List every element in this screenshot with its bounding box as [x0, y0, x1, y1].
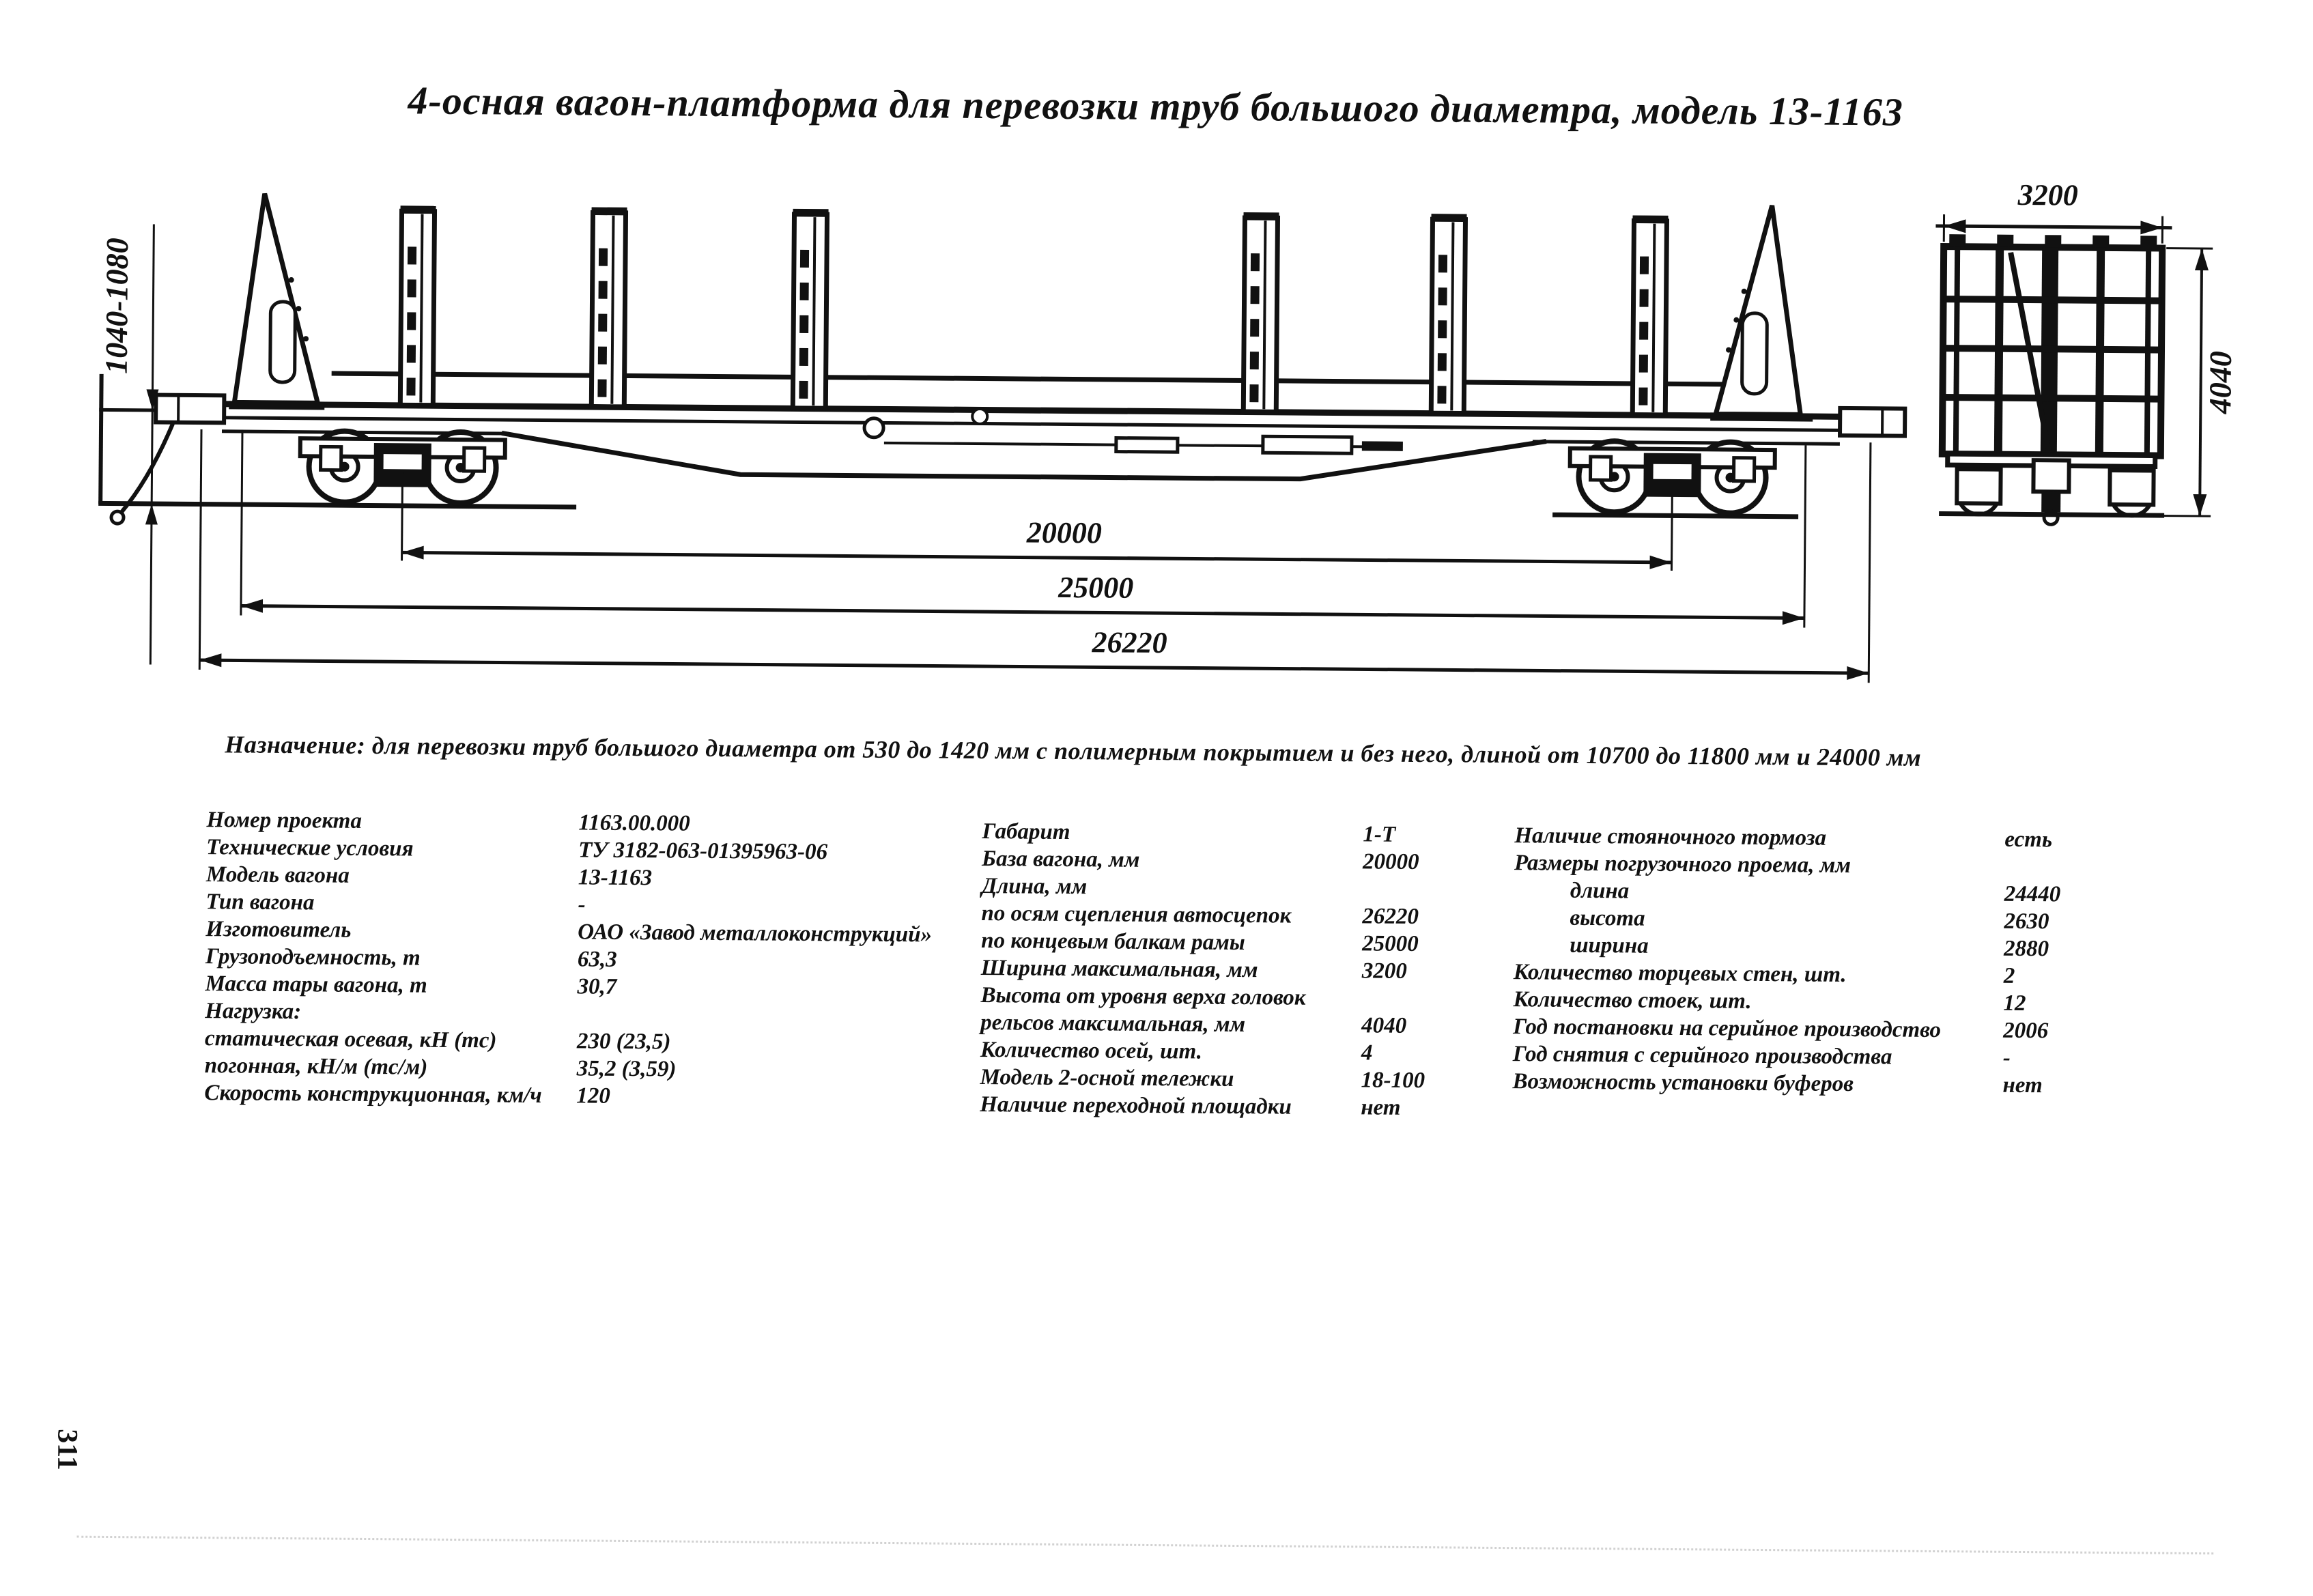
- end-coupler: [2033, 460, 2069, 491]
- spec-label: Ширина максимальная, мм: [981, 954, 1362, 984]
- page-number: 311: [51, 1405, 84, 1494]
- stake: [1242, 212, 1279, 412]
- spec-value: ОАО «Завод металлоконструкций»: [578, 918, 1001, 949]
- spec-column-features: [1512, 822, 2223, 1100]
- dim-label-width: 3200: [2017, 178, 2078, 212]
- spec-value: 1-Т: [1363, 821, 1554, 849]
- dim-label-frame-length: 25000: [1058, 571, 1133, 605]
- spec-value: 25000: [1362, 930, 1553, 958]
- end-wall-right: [1710, 205, 1814, 421]
- spec-value: 26220: [1362, 902, 1553, 931]
- spec-label: Длина, мм: [982, 872, 1363, 902]
- spec-label: Грузоподъемность, т: [205, 943, 578, 973]
- spec-value: 4: [1361, 1039, 1552, 1068]
- spec-value: 63,3: [578, 945, 1001, 976]
- spec-column-dimensions: [980, 818, 1554, 1123]
- spec-label: по концевым балкам рамы: [981, 927, 1362, 957]
- spec-label: Год снятия с серийного производства: [1513, 1040, 2003, 1072]
- dim-label-height: 1040-1080: [99, 238, 135, 374]
- coupler-right: [1840, 408, 1905, 436]
- spec-value: 120: [576, 1082, 999, 1113]
- spec-label: База вагона, мм: [982, 845, 1363, 875]
- stake: [590, 208, 627, 407]
- spec-label: Номер проекта: [206, 806, 578, 836]
- spec-value: 2006: [2003, 1017, 2222, 1046]
- side-rail: [332, 371, 1759, 387]
- side-view: [98, 193, 1907, 538]
- spec-value: нет: [2002, 1072, 2221, 1101]
- spec-value: 20000: [1363, 848, 1554, 877]
- stake: [1430, 214, 1466, 413]
- dim-line-4040: [2200, 248, 2202, 516]
- spec-value: -: [578, 891, 1001, 922]
- deck-top-chord: [222, 401, 1840, 420]
- page-title: 4-осная вагон-платформа для перевозки труб большого диаметра, модель 13-1163: [0, 74, 2312, 139]
- spec-label: по осям сцепления автосцепок: [981, 900, 1362, 930]
- spec-label: статическая осевая, кН (тс): [205, 1025, 577, 1055]
- stake: [1631, 215, 1668, 414]
- end-view: [1939, 234, 2166, 526]
- spec-value: 18-100: [1361, 1066, 1552, 1095]
- spec-label: Размеры погрузочного проема, мм: [1514, 849, 2004, 881]
- spec-value: 13-1163: [578, 864, 1002, 894]
- spec-value: 2880: [2004, 935, 2222, 965]
- stake: [791, 209, 828, 408]
- spec-label: Количество осей, шт.: [980, 1036, 1361, 1066]
- spec-label: Скорость конструкционная, км/ч: [204, 1079, 576, 1109]
- spec-value: 30,7: [577, 973, 1000, 1003]
- spec-label: Нагрузка:: [205, 997, 577, 1027]
- spec-label: Количество стоек, шт.: [1513, 986, 2003, 1017]
- spec-value: 2630: [2004, 908, 2222, 937]
- spec-label: ширина: [1514, 931, 2004, 963]
- spec-label: Технические условия: [206, 833, 578, 864]
- spec-label: Тип вагона: [205, 888, 578, 918]
- spec-label: погонная, кН/м (тс/м): [205, 1052, 577, 1082]
- spec-value: 1163.00.000: [578, 809, 1002, 840]
- spec-label: высота: [1514, 904, 2004, 935]
- spec-label: Габарит: [982, 818, 1363, 848]
- spec-value: 4040: [1361, 1012, 1552, 1040]
- end-wall-left: [229, 193, 326, 410]
- dim-label-end-height: 4040: [2202, 351, 2238, 414]
- spec-value: 35,2 (3,59): [577, 1055, 1000, 1085]
- spec-value: 12: [2003, 990, 2222, 1019]
- dim-label-base: 20000: [1026, 516, 1102, 550]
- spec-label: длина: [1514, 877, 2004, 908]
- wagon-technical-drawing: [0, 0, 2313, 732]
- dim-line-25000: [241, 605, 1804, 618]
- spec-label: Возможность установки буферов: [1512, 1068, 2002, 1099]
- scan-noise: [76, 1536, 2213, 1555]
- end-rail: [1939, 511, 2164, 518]
- frame-bottom-right: [1533, 440, 1840, 446]
- spec-label: Модель вагона: [206, 861, 578, 891]
- spec-label: рельсов максимальная, мм: [980, 1009, 1361, 1039]
- spec-label: Модель 2-осной тележки: [980, 1064, 1361, 1094]
- spec-label: Количество торцевых стен, шт.: [1514, 958, 2004, 990]
- purpose-line: Назначение: для перевозки труб большого диаметра от 530 до 1420 мм с полимерным покрытием и без него, длиной от 10700 до 11800 мм и 24000 мм: [225, 730, 1921, 772]
- spec-label: Изготовитель: [205, 915, 578, 945]
- spec-label: Масса тары вагона, т: [205, 970, 577, 1000]
- spec-column-general: [204, 806, 1002, 1113]
- dim-line-26220: [199, 660, 1869, 673]
- spec-label: Высота от уровня верха головок: [980, 982, 1361, 1012]
- spec-label: Наличие стояночного тормоза: [1514, 822, 2004, 853]
- spec-value: [577, 1000, 1000, 1031]
- spec-label: Год постановки на серийное производство: [1513, 1013, 2003, 1044]
- spec-label: Наличие переходной площадки: [980, 1091, 1361, 1121]
- fishbelly-sill: [502, 433, 1546, 481]
- stake: [399, 205, 436, 405]
- spec-value: [2004, 853, 2223, 883]
- spec-value: нет: [1361, 1094, 1552, 1122]
- spec-value: 3200: [1362, 957, 1553, 986]
- deck-edge-left: [99, 408, 157, 412]
- spec-value: 2: [2004, 963, 2222, 992]
- dim-line-3200: [1935, 226, 2172, 228]
- rail-right: [1552, 513, 1798, 519]
- spec-value: ТУ 3182-063-01395963-06: [578, 836, 1002, 867]
- dim-line-20000: [402, 552, 1672, 562]
- deck-bottom-chord: [222, 416, 1840, 432]
- spec-value: 230 (23,5): [577, 1027, 1000, 1058]
- dim-label-coupler-length: 26220: [1091, 625, 1167, 659]
- spec-value: есть: [2004, 826, 2223, 855]
- spec-value: 24440: [2004, 881, 2223, 910]
- spec-value: -: [2003, 1044, 2222, 1074]
